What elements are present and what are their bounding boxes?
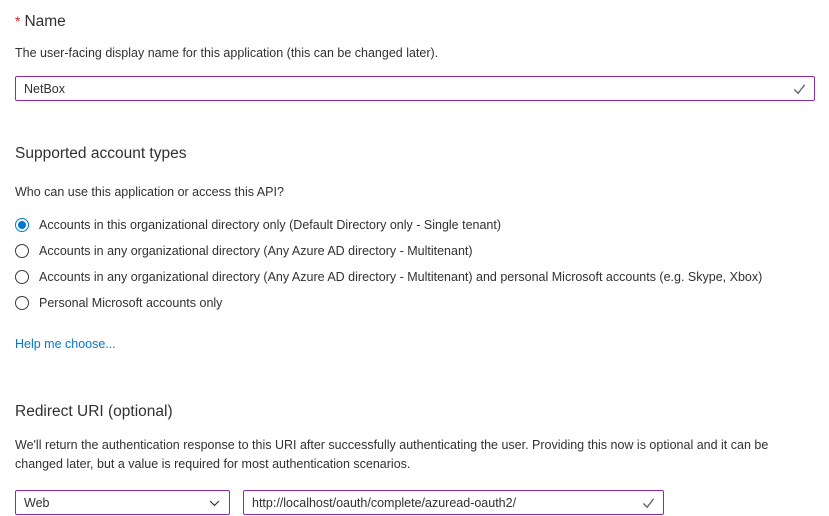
uri-input-wrap xyxy=(243,490,664,515)
radio-button-icon[interactable] xyxy=(15,244,29,258)
radio-label: Accounts in any organizational directory (Any Azure AD directory - Multitenant) and personal Microsoft accounts (e.g. Skype, Xbox) xyxy=(39,270,763,284)
radio-label: Accounts in this organizational directory only (Default Directory only - Single tenant) xyxy=(39,218,502,232)
required-asterisk: * xyxy=(15,13,21,29)
redirect-uri-description: We'll return the authentication response to this URI after successfully authenticating the user. Providing this now is optional and it can be changed later, but a value is required for most authentication scenarios. xyxy=(15,438,769,471)
radio-label: Personal Microsoft accounts only xyxy=(39,296,223,310)
radio-button-icon[interactable] xyxy=(15,218,29,232)
radio-button-icon[interactable] xyxy=(15,296,29,310)
radio-label: Accounts in any organizational directory (Any Azure AD directory - Multitenant) xyxy=(39,244,473,258)
name-description: The user-facing display name for this application (this can be changed later). xyxy=(15,46,439,60)
radio-button-icon[interactable] xyxy=(15,270,29,284)
redirect-uri-input[interactable] xyxy=(243,490,664,515)
name-section xyxy=(15,11,815,101)
platform-select[interactable] xyxy=(15,490,230,515)
account-types-question: Who can use this application or access this API? xyxy=(15,185,284,199)
radio-option-personal-only[interactable] xyxy=(15,290,815,316)
name-title-text: Name xyxy=(24,13,66,30)
account-types-title: Supported account types xyxy=(15,145,187,162)
radio-option-multitenant[interactable] xyxy=(15,238,815,264)
platform-select-value: Web xyxy=(24,495,50,510)
help-me-choose-link[interactable]: Help me choose... xyxy=(15,337,116,351)
redirect-uri-section xyxy=(15,402,815,515)
redirect-uri-row xyxy=(15,490,815,515)
radio-option-multitenant-personal[interactable] xyxy=(15,264,815,290)
name-input[interactable] xyxy=(15,76,815,101)
name-input-wrap xyxy=(15,76,815,101)
account-types-section xyxy=(15,144,815,353)
account-types-radio-group xyxy=(15,212,815,316)
redirect-uri-title: Redirect URI (optional) xyxy=(15,403,173,420)
chevron-down-icon xyxy=(208,496,221,509)
name-section-title xyxy=(15,11,815,32)
radio-option-single-tenant[interactable] xyxy=(15,212,815,238)
